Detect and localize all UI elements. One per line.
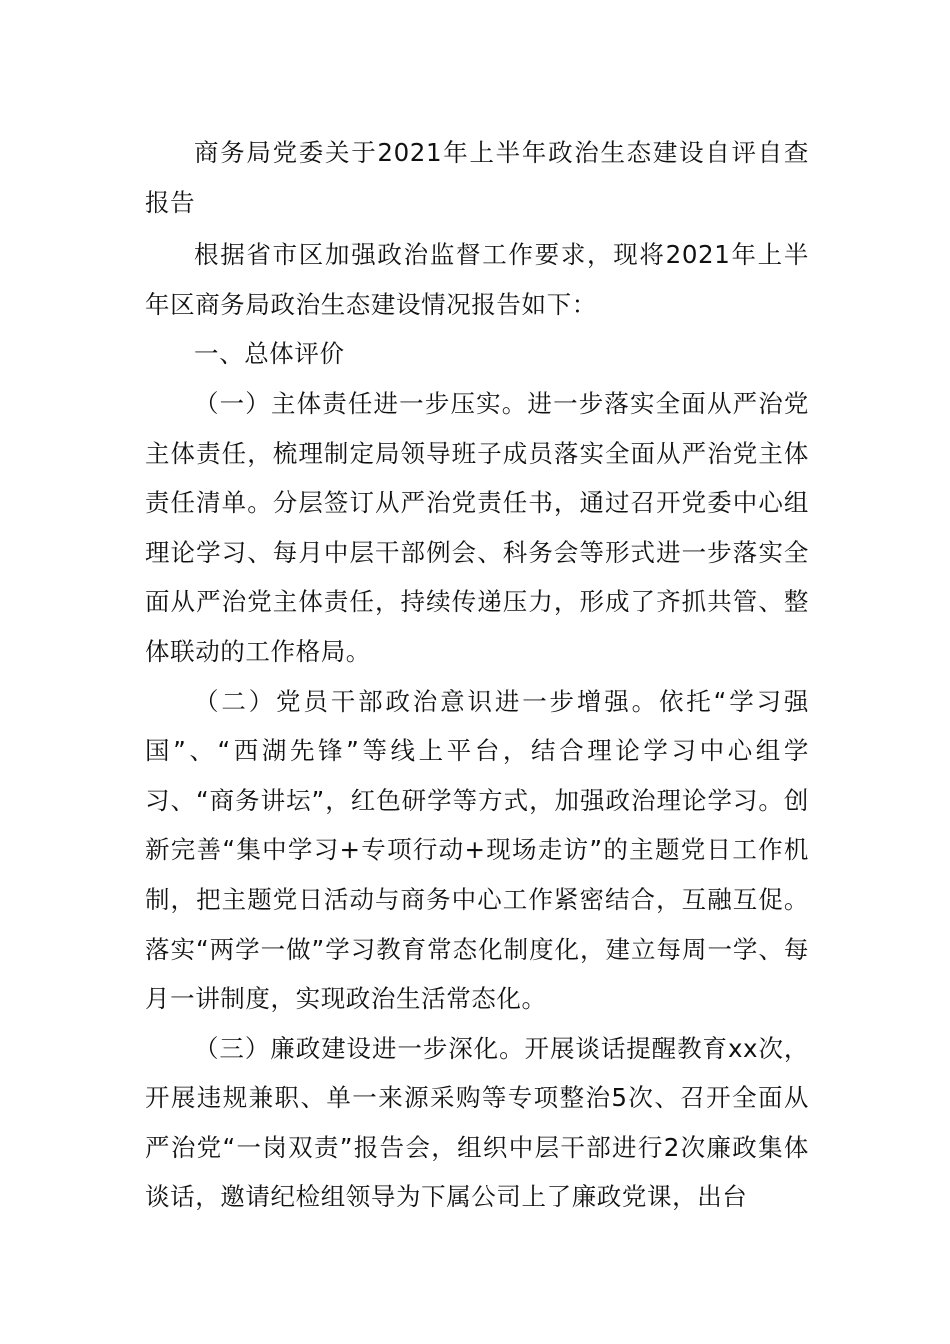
document-body — [145, 128, 809, 1222]
section-heading-overall-evaluation: 一、总体评价 — [194, 339, 345, 369]
intro-paragraph: 根据省市区加强政治监督工作要求，现将2021年上半年区商务局政治生态建设情况报告如下： — [145, 240, 809, 319]
paragraph-integrity-building: （三）廉政建设进一步深化。开展谈话提醒教育xx次，开展违规兼职、单一来源采购等专项整治5次、召开全面从严治党“一岗双责”报告会，组织中层干部进行2次廉政集体谈话，邀请纪检组领导为下属公司上了廉政党课，出台 — [145, 1033, 809, 1212]
paragraph-responsibility: （一）主体责任进一步压实。进一步落实全面从严治党主体责任，梳理制定局领导班子成员落实全面从严治党主体责任清单。分层签订从严治党责任书，通过召开党委中心组理论学习、每月中层干部例会、科务会等形式进一步落实全面从严治党主体责任，持续传递压力，形成了齐抓共管、整体联动的工作格局。 — [145, 388, 809, 666]
paragraph-political-awareness: （二）党员干部政治意识进一步增强。依托“学习强国”、“西湖先锋”等线上平台，结合理论学习中心组学习、“商务讲坛”，红色研学等方式，加强政治理论学习。创新完善“集中学习+专项行动+现场走访”的主题党日工作机制，把主题党日活动与商务中心工作紧密结合，互融互促。落实“两学一做”学习教育常态化制度化，建立每周一学、每月一讲制度，实现政治生活常态化。 — [145, 686, 809, 1014]
document-title: 商务局党委关于2021年上半年政治生态建设自评自查报告 — [145, 138, 809, 217]
